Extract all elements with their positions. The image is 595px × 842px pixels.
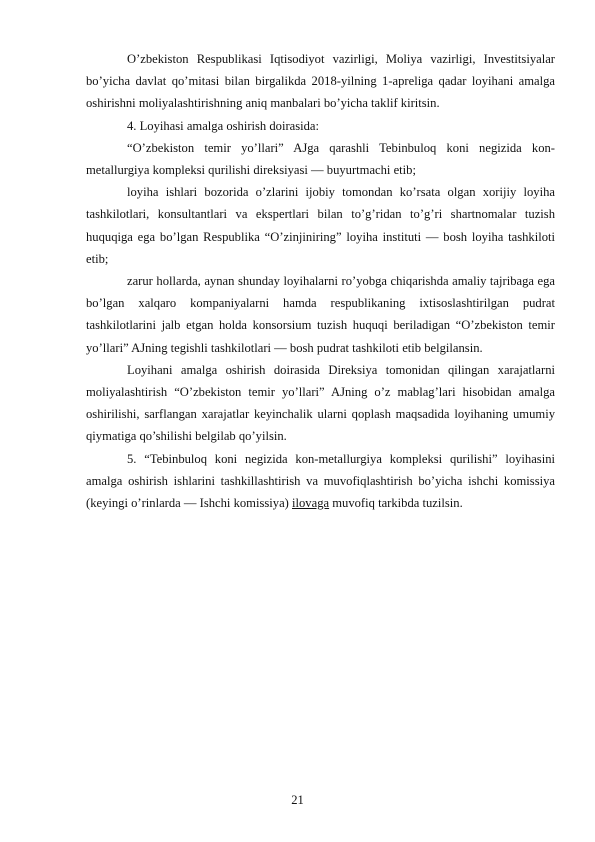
document-body: [86, 48, 555, 514]
page-number: 21: [291, 793, 304, 807]
paragraph: 4. Loyihasi amalga oshirish doirasida:: [127, 118, 320, 133]
appendix-link[interactable]: ilovaga: [292, 496, 330, 511]
paragraph-with-link: [86, 448, 555, 515]
paragraph: zarur hollarda, aynan shunday loyihalarni ro’yobga chiqarishda amaliy tajribaga ega bo’lgan xalqaro kompaniyalarni hamda respublikaning ixtisoslashtirilgan pudrat tashkilotlarini jalb etgan holda konsorsium tuzish huquqi beriladigan “O’zbekiston temir yo’llari” AJning tegishli tashkilotlari — bosh pudrat tashkiloti etib belgilansin.: [86, 274, 555, 355]
paragraph-text-before-link: 5. “Tebinbuloq koni negizida kon-metallurgiya kompleksi qurilishi” loyihasini amalga oshirish ishlarini tashkillashtirish va muvofiqlashtirish bo’yicha ishchi komissiya (keyingi o’rinlarda — Ishchi komissiya): [86, 451, 555, 511]
paragraph: “O’zbekiston temir yo’llari” AJga qarashli Tebinbuloq koni negizida kon-metallurgiya kompleksi qurilishi direksiyasi — buyurtmachi etib;: [86, 140, 555, 178]
paragraph: O’zbekiston Respublikasi Iqtisodiyot vazirligi, Moliya vazirligi, Investitsiyalar bo’yicha davlat qo’mitasi bilan birgalikda 2018-yilning 1-apreliga qadar loyihani amalga oshirishni moliyalashtirishning aniq manbalari bo’yicha taklif kiritsin.: [86, 52, 555, 111]
paragraph: Loyihani amalga oshirish doirasida Direksiya tomonidan qilingan xarajatlarni moliyalashtirish “O’zbekiston temir yo’llari” AJning o’z mablag’lari hisobidan amalga oshirilishi, sarflangan xarajatlar keyinchalik ularni qoplash maqsadida loyihaning umumiy qiymatiga qo’shilishi belgilab qo’yilsin.: [86, 362, 555, 444]
paragraph-text-after-link: muvofiq tarkibda tuzilsin.: [332, 496, 463, 511]
paragraph: loyiha ishlari bozorida o’zlarini ijobiy tomondan ko’rsata olgan xorijiy loyiha tashkilotlari, konsultantlari va ekspertlari bilan to’g’ridan to’g’ri shartnomalar tuzish huquqiga ega bo’lgan Respublika “O’zinjiniring” loyiha instituti — bosh loyiha tashkiloti etib;: [86, 185, 555, 266]
